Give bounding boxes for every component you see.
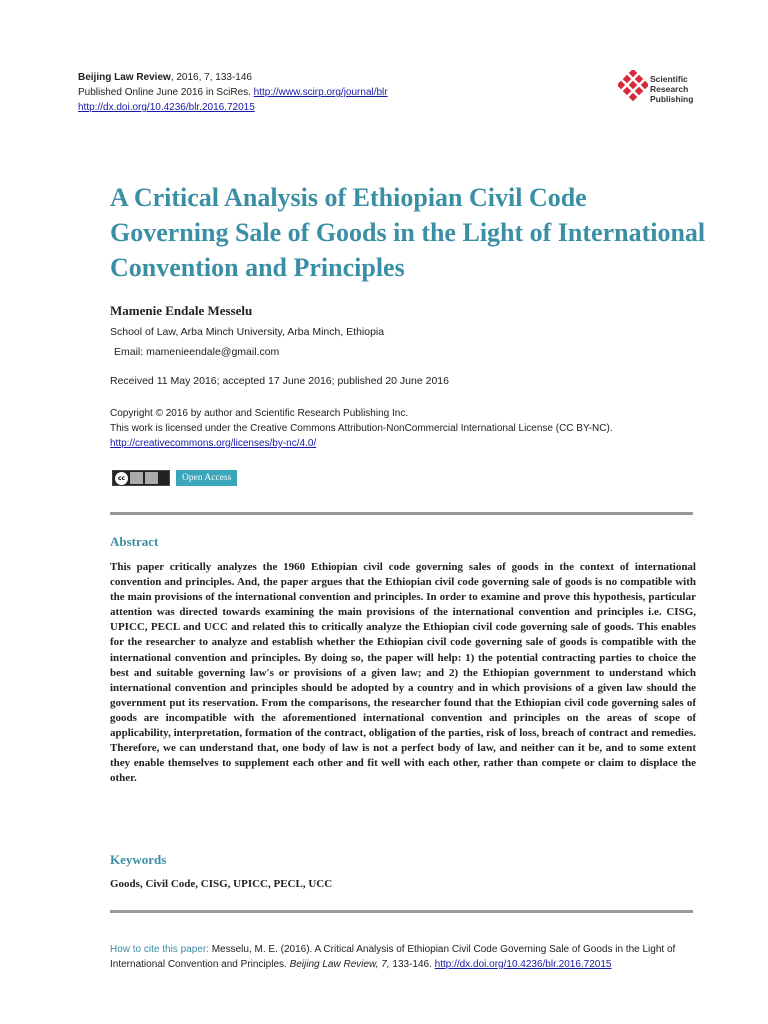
license-text: This work is licensed under the Creative Commons Attribution-NonCommercial International License (CC BY-NC). [110, 423, 613, 434]
citation-label: How to cite this paper: [110, 944, 209, 955]
article-title: A Critical Analysis of Ethiopian Civil Code Governing Sale of Goods in the Light of International Convention and Principles [110, 183, 706, 282]
journal-name: Beijing Law Review [78, 72, 171, 83]
citation-doi-link[interactable]: http://dx.doi.org/10.4236/blr.2016.72015 [434, 959, 612, 970]
attribution-icon [130, 472, 143, 484]
section-divider [110, 910, 693, 913]
citation-pages: 133-146. [389, 959, 435, 970]
citation-block [110, 942, 700, 972]
abstract-text: This paper critically analyzes the 1960 Ethiopian civil code governing sales of goods in the context of international convention and principles. And, the paper argues that the Ethiopian civil code governing sale of goods is no compatible with the main provisions of the international convention and principles. In order to examine and prove this hypothesis, particular attention was directed towards examining the main provisions of the international convention and principles i.e. CISG, UPICC, PECL and UCC and related this to critically analyze the Ethiopian civil code governing sale of goods. This enables for the researcher to analyze and establish whether the Ethiopian civil code governing sale of goods is compatible with the international convention and principles. By doing so, the paper will help: 1) the potential contracting parties to choice the best and suitable governing law's or provisions of a given law; and 2) the Ethiopian government to understand which international convention and principles should be adopted by a country and in which provisions of a given law should the government put its reservation. From the comparisons, the researcher found that the Ethiopian civil code governing sales of goods are incompatible with the aforementioned international convention and principles on the areas of scope of applicability, interpretation, formation of the contract, obligation of the parties, risk of loss, breach of contract and remedies. Therefore, we can understand that, one body of law is not a perfect body of law, and neither can it be, and to some extent they enable themselves to supplement each other and fit well with each other, rather than compete or claim to displace the other. [110, 561, 696, 785]
copyright-line: Copyright © 2016 by author and Scientific Research Publishing Inc. [110, 408, 409, 419]
citation-journal: Beijing Law Review, 7, [289, 959, 390, 970]
published-line: Published Online June 2016 in SciRes. [78, 87, 251, 98]
publisher-logo-text: Scientific Research Publishing [650, 74, 694, 104]
author-affiliation: School of Law, Arba Minch University, Arba Minch, Ethiopia [110, 326, 385, 338]
journal-citation-line [78, 70, 388, 85]
journal-issue: , 2016, 7, 133-146 [170, 72, 252, 83]
author-name: Mamenie Endale Messelu [110, 303, 253, 318]
noncommercial-icon [145, 472, 158, 484]
creative-commons-icon: cc [115, 472, 128, 485]
doi-link[interactable]: http://dx.doi.org/10.4236/blr.2016.72015 [78, 102, 255, 113]
open-access-badge: Open Access [176, 470, 237, 486]
license-url-link[interactable]: http://creativecommons.org/licenses/by-nc/4.0/ [110, 438, 317, 449]
journal-url-link[interactable]: http://www.scirp.org/journal/blr [253, 87, 388, 98]
license-block [110, 406, 670, 451]
section-divider [110, 512, 693, 515]
abstract-heading: Abstract [110, 534, 159, 549]
license-badges [112, 470, 237, 486]
citation-text: Messelu, M. E. (2016). A Critical Analysis of Ethiopian Civil Code Governing Sale of Goods in the Light of International Convention and Principles. [110, 944, 676, 970]
author-email: Email: mamenieendale@gmail.com [114, 346, 280, 358]
journal-info [78, 70, 388, 115]
keywords-heading: Keywords [110, 852, 167, 867]
cc-by-nc-badge[interactable] [112, 470, 170, 486]
publisher-logo [618, 70, 728, 110]
article-dates: Received 11 May 2016; accepted 17 June 2016; published 20 June 2016 [110, 375, 449, 387]
publisher-logo-icon [618, 70, 648, 106]
keywords-text: Goods, Civil Code, CISG, UPICC, PECL, UCC [110, 878, 333, 890]
published-line-row [78, 85, 388, 100]
